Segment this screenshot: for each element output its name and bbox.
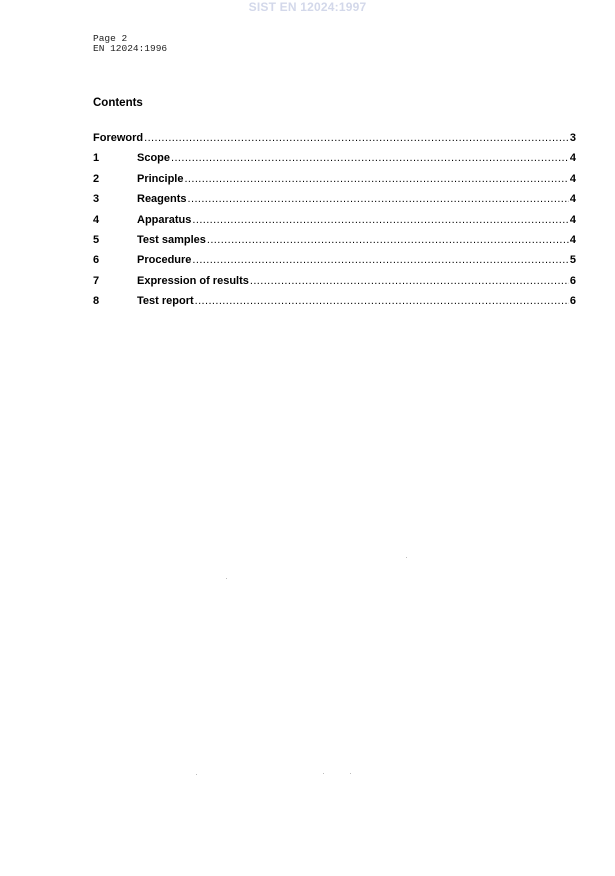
scan-speck (196, 774, 197, 775)
toc-entry-page: 4 (569, 193, 576, 206)
toc-entry-page: 5 (569, 254, 576, 267)
toc-entry-number: 3 (93, 193, 100, 206)
toc-entry-procedure[interactable] (93, 253, 576, 273)
toc-entry-apparatus[interactable] (93, 213, 576, 233)
scan-speck (226, 578, 227, 579)
toc-entry-title: Expression of results (137, 274, 249, 287)
watermark-text: SIST EN 12024:1997 (248, 0, 367, 14)
toc-entry-test-report[interactable] (93, 294, 576, 314)
toc-leader-dots (184, 172, 568, 186)
toc-leader-dots (188, 192, 569, 206)
toc-leader-dots (192, 253, 568, 267)
toc-entry-page: 3 (569, 132, 576, 144)
toc-entry-number: 6 (93, 254, 100, 267)
toc-entry-page: 4 (569, 213, 576, 226)
toc-entry-title: Principle (137, 172, 184, 185)
toc-entry-scope[interactable] (93, 151, 576, 171)
scan-speck (350, 773, 351, 774)
toc-entry-number: 8 (93, 295, 100, 308)
table-of-contents (93, 131, 576, 315)
toc-entry-title: Scope (137, 152, 171, 165)
toc-entry-number: 1 (93, 152, 100, 165)
toc-leader-dots (250, 274, 569, 288)
toc-entry-principle[interactable] (93, 172, 576, 192)
toc-entry-page: 6 (569, 274, 576, 287)
toc-entry-number: 5 (93, 233, 100, 246)
toc-entry-test-samples[interactable] (93, 233, 576, 253)
toc-entry-reagents[interactable] (93, 192, 576, 212)
toc-leader-dots (144, 131, 569, 145)
toc-entry-number: 2 (93, 172, 100, 185)
page-number-label: Page 2 (93, 33, 128, 44)
toc-entry-page: 4 (569, 152, 576, 165)
toc-leader-dots (195, 294, 569, 308)
toc-entry-number: 4 (93, 213, 100, 226)
toc-entry-page: 6 (569, 295, 576, 308)
toc-leader-dots (171, 151, 569, 165)
toc-entry-title: Test samples (137, 233, 206, 246)
toc-leader-dots (192, 213, 568, 227)
toc-entry-title: Procedure (137, 254, 192, 267)
toc-entry-page: 4 (569, 172, 576, 185)
toc-leader-dots (207, 233, 569, 247)
toc-entry-title: Test report (137, 295, 194, 308)
toc-entry-title: Apparatus (137, 213, 192, 226)
page-header (93, 34, 167, 54)
toc-entry-number: 7 (93, 274, 100, 287)
scan-speck (406, 557, 407, 558)
toc-entry-expression-of-results[interactable] (93, 274, 576, 294)
scan-speck (323, 773, 324, 774)
toc-entry-title: Foreword (93, 132, 144, 144)
toc-entry-title: Reagents (137, 193, 187, 206)
toc-entry-page: 4 (569, 233, 576, 246)
contents-heading: Contents (93, 97, 143, 109)
toc-entry-foreword[interactable] (93, 131, 576, 151)
standard-reference: EN 12024:1996 (93, 43, 168, 54)
